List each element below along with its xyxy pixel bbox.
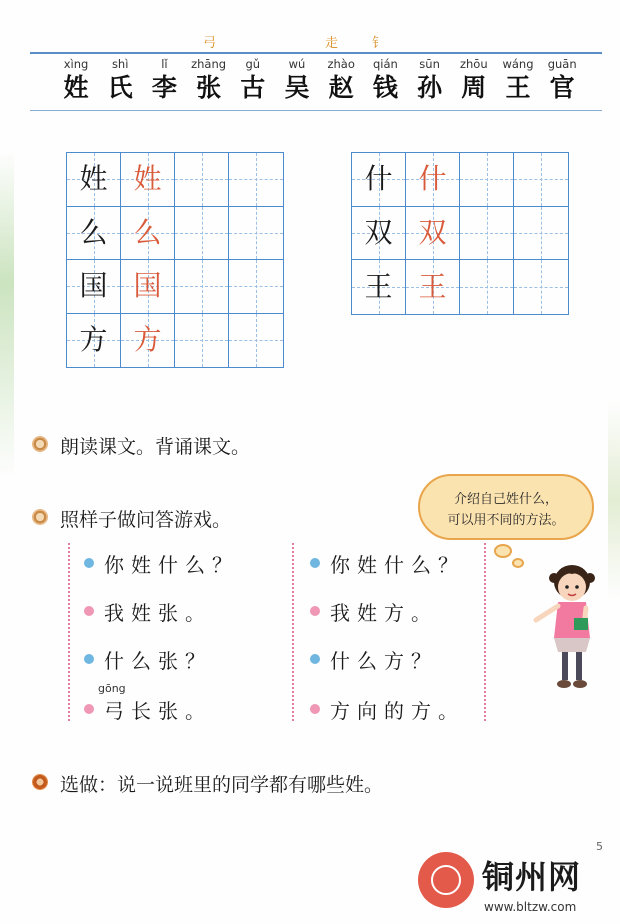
watermark-seal-ring-icon [431, 865, 461, 895]
surname-pinyin: wáng [502, 57, 534, 71]
surname-pinyin: zhōu [459, 57, 488, 71]
surname-item [408, 57, 452, 103]
dotted-divider-left [68, 543, 70, 721]
surname-pinyin: sūn [419, 57, 440, 71]
surname-character: 官 [549, 73, 575, 102]
writing-grid-cell [67, 260, 121, 314]
header-rule-bottom [30, 110, 602, 111]
surname-item [231, 57, 275, 103]
writing-grid-cell [175, 207, 229, 261]
surname-pinyin: qián [372, 57, 398, 71]
pink-dot-icon [84, 606, 94, 616]
surname-character: 周 [461, 73, 487, 102]
model-character: 姓 [79, 162, 108, 196]
activity-qa-game-text: 照样子做问答游戏。 [60, 509, 232, 531]
flower-bullet-icon [32, 774, 48, 790]
writing-grid-cell [121, 314, 175, 368]
model-character: 王 [364, 269, 393, 303]
surname-character: 古 [240, 73, 266, 102]
surname-item [452, 57, 496, 103]
surname-pinyin: xìng [63, 57, 89, 71]
surname-pinyin: gǔ [245, 57, 261, 71]
writing-grid-cell [175, 260, 229, 314]
surname-item [275, 57, 319, 103]
surname-character: 赵 [328, 73, 354, 102]
watermark-title: 铜州网 [482, 858, 582, 896]
blue-dot-icon [310, 654, 320, 664]
writing-grid-cell [406, 153, 460, 207]
flower-bullet-icon [32, 436, 48, 452]
surname-item [54, 57, 98, 103]
surname-character: 氏 [107, 73, 133, 102]
writing-grid-cell [514, 207, 568, 261]
dotted-divider-middle [292, 543, 294, 721]
writing-grid-cell [229, 314, 283, 368]
writing-grid-cell [352, 260, 406, 314]
writing-grid-cell [67, 314, 121, 368]
trace-character: 王 [418, 269, 447, 303]
surname-character: 吴 [284, 73, 310, 102]
writing-grid-cell [406, 207, 460, 261]
writing-grid-cell [229, 153, 283, 207]
surname-pinyin: zhāng [191, 57, 227, 71]
writing-grid-cell [352, 207, 406, 261]
writing-grid-cell [175, 153, 229, 207]
writing-grid-cell [514, 153, 568, 207]
writing-grid-cell [121, 260, 175, 314]
surname-row [54, 57, 584, 107]
trace-character: 双 [418, 215, 447, 249]
writing-grid-right [351, 152, 569, 315]
surname-pinyin: wú [288, 57, 306, 71]
trace-character: 么 [133, 215, 162, 249]
trace-character: 姓 [133, 162, 162, 196]
writing-grid-cell [460, 153, 514, 207]
writing-grid-left [66, 152, 284, 368]
dialogue-text: 你姓什么？ [104, 553, 239, 577]
speech-bubble [418, 474, 594, 540]
radical-zou: 走 [325, 36, 339, 51]
girl-illustration [528, 560, 608, 695]
surname-character: 李 [151, 73, 177, 102]
model-character: 方 [79, 323, 108, 357]
model-character: 国 [79, 269, 108, 303]
surname-item [187, 57, 231, 103]
surname-character: 张 [196, 73, 222, 102]
dialogue-text: 我姓张。 [104, 601, 212, 625]
surname-pinyin: zhào [327, 57, 355, 71]
pink-dot-icon [310, 704, 320, 714]
header-radicals [0, 32, 620, 52]
surname-character: 钱 [372, 73, 398, 102]
pink-dot-icon [310, 606, 320, 616]
writing-grid-cell [406, 260, 460, 314]
watermark-url: www.bltzw.com [484, 900, 577, 914]
surname-pinyin: guān [547, 57, 577, 71]
writing-grid-cell [67, 153, 121, 207]
writing-grid-cell [514, 260, 568, 314]
surname-item [98, 57, 142, 103]
pink-dot-icon [84, 704, 94, 714]
surname-character: 姓 [63, 73, 89, 102]
trace-character: 国 [133, 269, 162, 303]
model-character: 双 [364, 215, 393, 249]
surname-pinyin: shì [111, 57, 129, 71]
surname-item [363, 57, 407, 103]
dialogue-text: 弓长张。 [104, 699, 212, 723]
surname-character: 孙 [417, 73, 443, 102]
dialogue-text: 方向的方。 [330, 699, 465, 723]
pinyin-gong: gōng [98, 682, 126, 695]
decorative-leaf-right [608, 400, 620, 600]
writing-grid-cell [229, 260, 283, 314]
blue-dot-icon [84, 654, 94, 664]
page-number: 5 [596, 840, 603, 853]
trace-character: 什 [418, 162, 447, 196]
dotted-divider-right [484, 543, 486, 721]
surname-item [142, 57, 186, 103]
activity-read-aloud-text: 朗读课文。背诵课文。 [60, 436, 251, 458]
radical-jin: 钅 [372, 36, 386, 51]
surname-character: 王 [505, 73, 531, 102]
model-character: 什 [364, 162, 393, 196]
dialogue-text: 我姓方。 [330, 601, 438, 625]
writing-grid-cell [121, 153, 175, 207]
writing-grid-cell [460, 260, 514, 314]
blue-dot-icon [310, 558, 320, 568]
speech-bubble-line-2: 可以用不同的方法。 [447, 513, 565, 528]
surname-pinyin: lǐ [161, 57, 168, 71]
flower-bullet-icon [32, 509, 48, 525]
writing-grid-cell [67, 207, 121, 261]
trace-character: 方 [133, 323, 162, 357]
writing-grid-cell [229, 207, 283, 261]
writing-grid-cell [121, 207, 175, 261]
decorative-leaf-left [0, 150, 14, 480]
header-rule-top [30, 52, 602, 54]
model-character: 么 [79, 215, 108, 249]
dialogue-text: 什么方？ [330, 649, 438, 673]
surname-item [496, 57, 540, 103]
surname-item [540, 57, 584, 103]
radical-gong: 弓 [203, 36, 217, 51]
surname-item [319, 57, 363, 103]
writing-grid-cell [460, 207, 514, 261]
activity-optional-text: 选做：说一说班里的同学都有哪些姓。 [60, 774, 384, 796]
writing-grid-cell [175, 314, 229, 368]
dialogue-text: 你姓什么？ [330, 553, 465, 577]
thought-dot-icon [494, 544, 512, 558]
thought-dot-icon [512, 558, 524, 568]
blue-dot-icon [84, 558, 94, 568]
dialogue-text: 什么张？ [104, 649, 212, 673]
speech-bubble-line-1: 介绍自己姓什么， [453, 492, 558, 507]
writing-grid-cell [352, 153, 406, 207]
